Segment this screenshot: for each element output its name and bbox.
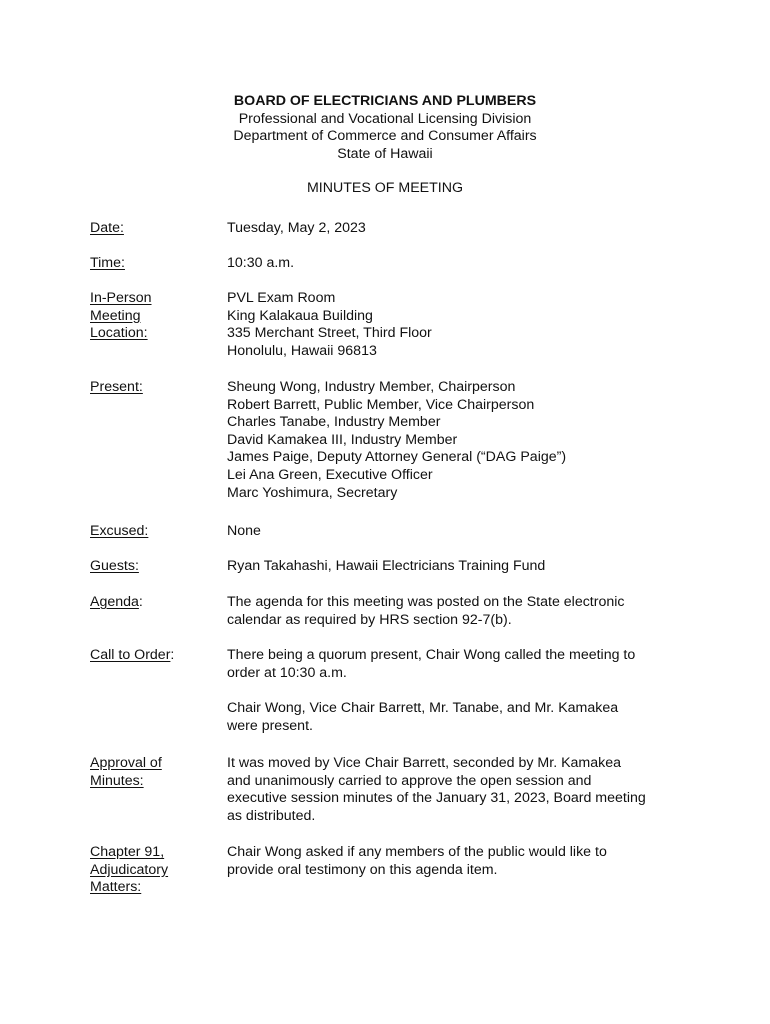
- location-line: 335 Merchant Street, Third Floor: [227, 325, 432, 342]
- present-member: Charles Tanabe, Industry Member: [227, 414, 441, 431]
- call-to-order-label: Call to Order:: [90, 647, 175, 663]
- excused-value: None: [227, 523, 261, 539]
- approval-text: It was moved by Vice Chair Barrett, seconded by Mr. Kamakea and unanimously carried to approve the open session and executive session minutes of the January 31, 2023, Board meeting as distributed.: [227, 755, 646, 824]
- agenda-label: Agenda:: [90, 594, 143, 610]
- board-name: BOARD OF ELECTRICIANS AND PLUMBERS: [233, 93, 537, 109]
- present-member: Lei Ana Green, Executive Officer: [227, 466, 433, 483]
- present-member: Sheung Wong, Industry Member, Chairperson: [227, 379, 516, 395]
- present-label: Present:: [90, 379, 143, 395]
- present-list: [227, 379, 687, 502]
- department-name: Department of Commerce and Consumer Affairs: [233, 128, 537, 145]
- present-member: Marc Yoshimura, Secretary: [227, 484, 398, 501]
- location-line: PVL Exam Room: [227, 290, 336, 306]
- document-header: [0, 93, 770, 198]
- excused-label: Excused:: [90, 523, 149, 539]
- time-label: Time:: [90, 255, 125, 271]
- agenda-text: The agenda for this meeting was posted on the State electronic calendar as required by HRS section 92-7(b).: [227, 594, 625, 628]
- approval-label: Approval of Minutes:: [90, 755, 162, 789]
- chapter91-text: Chair Wong asked if any members of the public would like to provide oral testimony on this agenda item.: [227, 844, 607, 878]
- location-label: In-Person Meeting Location:: [90, 290, 152, 342]
- location-value: [227, 290, 687, 360]
- date-label: Date:: [90, 220, 124, 236]
- call-to-order-text: There being a quorum present, Chair Wong called the meeting to order at 10:30 a.m. Chair Wong, Vice Chair Barrett, Mr. Tanabe, and Mr. Kamakea were present.: [227, 647, 636, 734]
- guests-label: Guests:: [90, 558, 139, 574]
- location-line: Honolulu, Hawaii 96813: [227, 342, 377, 359]
- present-member: James Paige, Deputy Attorney General (“DAG Paige”): [227, 449, 567, 466]
- time-value: 10:30 a.m.: [227, 255, 295, 271]
- guests-value: Ryan Takahashi, Hawaii Electricians Training Fund: [227, 558, 546, 574]
- date-value: Tuesday, May 2, 2023: [227, 220, 366, 236]
- chapter91-label: Chapter 91, Adjudicatory Matters:: [90, 844, 169, 896]
- present-member: Robert Barrett, Public Member, Vice Chairperson: [227, 396, 535, 413]
- document-title: MINUTES OF MEETING: [306, 180, 464, 197]
- location-line: King Kalakaua Building: [227, 307, 373, 324]
- present-member: David Kamakea III, Industry Member: [227, 431, 458, 448]
- division-name: Professional and Vocational Licensing Division: [238, 110, 532, 127]
- state-name: State of Hawaii: [337, 145, 433, 162]
